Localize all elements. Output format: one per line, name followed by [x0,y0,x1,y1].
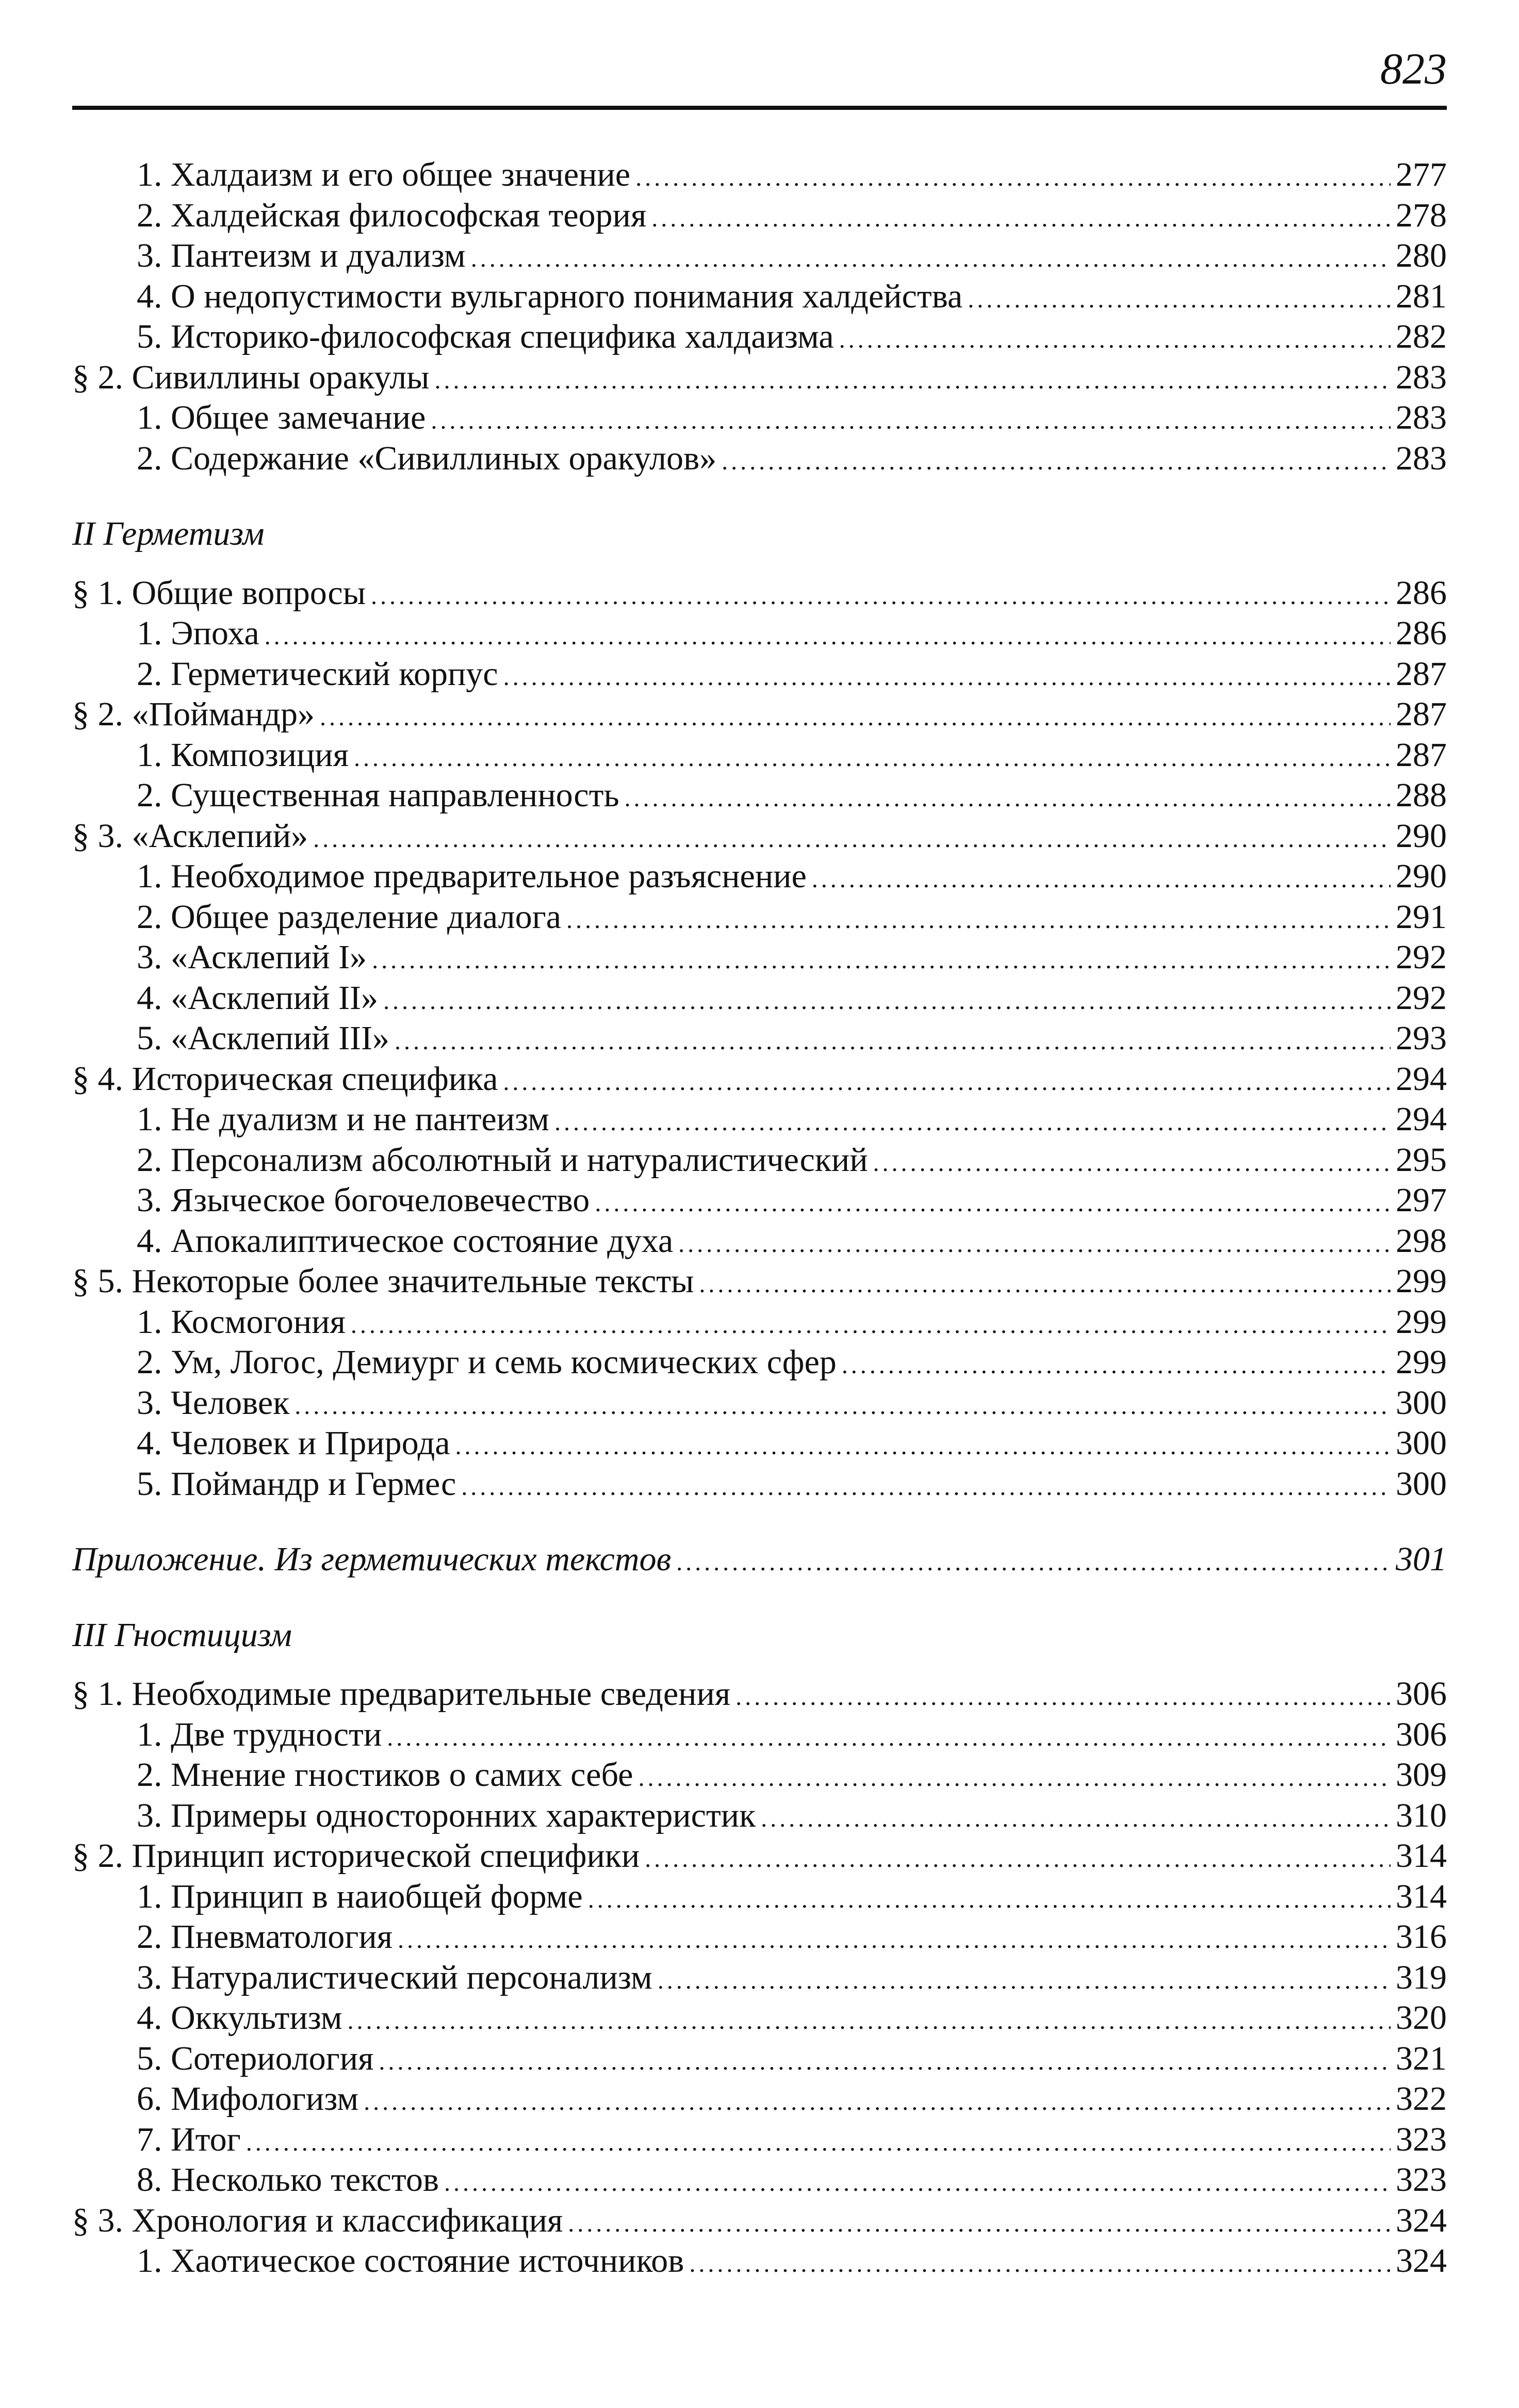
dot-leader [455,1426,1391,1467]
toc-entry-title: 3. Человек [137,1384,290,1422]
dot-leader [379,2042,1391,2082]
toc-entry-title: 1. Эпоха [137,614,259,652]
toc-entry [72,1261,1447,1302]
toc-entry [72,775,1447,816]
toc-entry-page: 283 [1396,399,1447,436]
toc-entry-title: 2. Персонализм абсолютный и натуралистический [137,1141,868,1179]
toc-entry-title: 3. Языческое богочеловечество [137,1181,590,1219]
toc-entry [72,1877,1447,1917]
toc-entry [72,357,1447,398]
toc-entry-title: § 2. «Поймандр» [72,695,315,733]
toc-entry-page: 321 [1396,2039,1447,2077]
dot-leader [651,199,1391,239]
toc-entry-page: 287 [1396,695,1447,733]
header-rule [72,106,1447,110]
toc-entry-title: § 2. Сивиллины оракулы [72,358,430,396]
toc-entry-page: 314 [1396,1877,1447,1915]
dot-leader [812,859,1391,900]
toc-entry-page: 290 [1396,857,1447,895]
toc-entry-title: 2. Халдейская философская теория [137,196,647,234]
dot-leader [588,1880,1391,1921]
toc-entry-title: 2. Ум, Логос, Демиург и семь космических сфер [137,1343,837,1381]
toc-entry [72,2120,1447,2160]
table-of-contents [72,155,1447,2282]
section-heading-gnosticism: III Гностицизм [72,1616,292,1654]
toc-entry-title: 8. Несколько текстов [137,2161,439,2199]
toc-entry-page: 293 [1396,1019,1447,1057]
toc-entry-page: 287 [1396,736,1447,774]
toc-entry-title: § 3. Хронология и классификация [72,2201,563,2239]
dot-leader [383,981,1391,1022]
toc-entry [72,1796,1447,1836]
dot-leader [431,401,1391,442]
toc-entry-title: 6. Мифологизм [137,2080,359,2118]
toc-entry-page: 300 [1396,1465,1447,1503]
toc-entry-title: 1. Не дуализм и не пантеизм [137,1100,549,1138]
dot-leader [676,1542,1391,1583]
dot-leader [761,1799,1391,1840]
toc-entry [72,1180,1447,1221]
dot-leader [678,1224,1391,1265]
dot-leader [645,1839,1391,1880]
toc-entry-page: 292 [1396,979,1447,1017]
toc-entry-title: 4. О недопустимости вульгарного понимания халдейства [137,277,963,315]
toc-entry [72,1836,1447,1877]
toc-entry-title: 4. Апокалиптическое состояние духа [137,1222,674,1260]
toc-entry [72,1099,1447,1140]
toc-entry [72,1018,1447,1059]
appendix-entry [72,1539,1447,1580]
toc-entry [72,1958,1447,1998]
section-iii-list [72,1674,1447,2282]
dot-leader [839,320,1391,361]
dot-leader [348,2001,1391,2042]
toc-entry [72,1674,1447,1715]
section-ii-list [72,573,1447,1505]
toc-entry [72,276,1447,317]
toc-entry-page: 283 [1396,439,1447,477]
toc-entry [72,1383,1447,1424]
toc-entry-title: 1. Две трудности [137,1715,382,1753]
toc-entry-page: 314 [1396,1837,1447,1875]
toc-entry [72,1302,1447,1343]
toc-entry-page: 310 [1396,1796,1447,1834]
toc-entry [72,1140,1447,1181]
toc-entry-page: 322 [1396,2080,1447,2118]
toc-entry [72,654,1447,695]
toc-entry [72,1464,1447,1505]
toc-entry [72,196,1447,236]
dot-leader [842,1345,1391,1386]
dot-leader [699,1264,1391,1305]
toc-entry [72,1423,1447,1464]
toc-entry-title: § 3. «Асклепий» [72,817,308,855]
toc-entry-title: § 1. Общие вопросы [72,574,366,612]
toc-entry [72,613,1447,654]
toc-entry-title: 1. Необходимое предварительное разъяснение [137,857,807,895]
toc-entry [72,2039,1447,2079]
toc-entry [72,236,1447,276]
toc-entry [72,1917,1447,1958]
dot-leader [689,2244,1391,2285]
dot-leader [554,1102,1391,1143]
dot-leader [595,1183,1391,1224]
dot-leader [625,778,1391,819]
dot-leader [313,819,1391,860]
toc-entry-page: 281 [1396,277,1447,315]
dot-leader [736,1677,1391,1718]
toc-entry-page: 320 [1396,1999,1447,2037]
toc-entry-page: 316 [1396,1918,1447,1956]
toc-entry-page: 324 [1396,2242,1447,2280]
toc-entry-page: 277 [1396,156,1447,193]
toc-entry-title: 3. Натуралистический персонализм [137,1958,652,1996]
toc-entry-page: 306 [1396,1675,1447,1713]
toc-entry [72,155,1447,196]
toc-entry [72,897,1447,938]
toc-entry-title: 4. Оккультизм [137,1999,342,2037]
toc-entry [72,2079,1447,2120]
dot-leader [638,1758,1391,1799]
toc-entry [72,937,1447,978]
toc-entry-page: 319 [1396,1958,1447,1996]
toc-entry-page: 292 [1396,938,1447,976]
toc-entry [72,1221,1447,1262]
toc-entry-title: 3. Примеры односторонних характеристик [137,1796,756,1834]
toc-entry-title: 3. Пантеизм и дуализм [137,237,466,274]
dot-leader [434,361,1391,401]
toc-entry [72,1342,1447,1383]
toc-entry [72,438,1447,479]
toc-entry-title: 4. «Асклепий II» [137,979,379,1017]
toc-entry-title: 1. Принцип в наиобщей форме [137,1877,583,1915]
toc-entry-page: 306 [1396,1715,1447,1753]
dot-leader [461,1467,1391,1508]
toc-entry-page: 297 [1396,1181,1447,1219]
toc-entry-page: 286 [1396,574,1447,612]
dot-leader [568,2204,1391,2244]
toc-entry [72,816,1447,857]
dot-leader [265,616,1391,657]
toc-entry-page: 309 [1396,1756,1447,1794]
toc-entry-page: 298 [1396,1222,1447,1260]
dot-leader [372,940,1391,981]
toc-entry [72,978,1447,1019]
dot-leader [503,1062,1391,1103]
toc-entry [72,1059,1447,1100]
toc-entry-page: 286 [1396,614,1447,652]
toc-entry-page: 294 [1396,1060,1447,1098]
toc-entry-title: 1. Халдаизм и его общее значение [137,156,631,193]
toc-entry [72,573,1447,614]
toc-entry-title: § 4. Историческая специфика [72,1060,498,1098]
toc-entry-title: 5. Историко-философская специфика халдаизма [137,318,834,355]
toc-entry [72,735,1447,776]
toc-entry-page: 287 [1396,655,1447,693]
toc-entry [72,398,1447,438]
toc-entry-title: 7. Итог [137,2120,241,2158]
toc-entry-page: 299 [1396,1343,1447,1381]
toc-entry-title: 2. Пневматология [137,1918,393,1956]
toc-entry [72,2241,1447,2282]
toc-entry-title: 2. Мнение гностиков о самих себе [137,1756,633,1794]
toc-entry-page: 288 [1396,776,1447,814]
toc-entry-title: § 1. Необходимые предварительные сведения [72,1675,731,1713]
toc-entry-page: 299 [1396,1303,1447,1341]
toc-entry-page: 283 [1396,358,1447,396]
dot-leader [503,657,1391,698]
page-number: 823 [1380,44,1447,93]
dot-leader [635,158,1391,199]
toc-entry [72,2160,1447,2201]
dot-leader [968,280,1391,320]
dot-leader [320,697,1391,738]
toc-entry-title: 5. «Асклепий III» [137,1019,390,1057]
toc-entry-page: 300 [1396,1384,1447,1422]
toc-entry-title: 1. Хаотическое состояние источников [137,2242,684,2280]
toc-entry [72,317,1447,357]
toc-entry [72,694,1447,735]
dot-leader [295,1386,1391,1427]
appendix-title: Приложение. Из герметических текстов [72,1540,672,1578]
toc-entry-title: § 2. Принцип исторической специфики [72,1837,640,1875]
toc-entry-title: 1. Общее замечание [137,399,426,436]
toc-entry-page: 300 [1396,1424,1447,1462]
dot-leader [395,1021,1391,1062]
toc-entry-page: 278 [1396,196,1447,234]
toc-entry-page: 299 [1396,1262,1447,1300]
dot-leader [351,1305,1391,1346]
dot-leader [658,1961,1391,2002]
toc-entry-title: 1. Композиция [137,736,349,774]
toc-entry-page: 323 [1396,2161,1447,2199]
dot-leader [246,2123,1391,2163]
toc-entry-page: 294 [1396,1100,1447,1138]
toc-entry [72,2201,1447,2241]
dot-leader [444,2163,1391,2204]
dot-leader [387,1718,1391,1759]
dot-leader [371,576,1391,617]
toc-entry-page: 324 [1396,2201,1447,2239]
toc-entry-page: 295 [1396,1141,1447,1179]
dot-leader [398,1920,1391,1961]
toc-entry-page: 290 [1396,817,1447,855]
dot-leader [471,239,1391,280]
toc-entry [72,856,1447,897]
dot-leader [354,738,1391,779]
toc-entry-title: § 5. Некоторые более значительные тексты [72,1262,694,1300]
section-heading-hermetism: II Герметизм [72,515,265,552]
toc-entry-title: 2. Общее разделение диалога [137,898,561,936]
toc-entry-page: 291 [1396,898,1447,936]
toc-entry-title: 5. Поймандр и Гермес [137,1465,456,1503]
toc-entry [72,1755,1447,1796]
toc-entry-title: 2. Герметический корпус [137,655,498,693]
dot-leader [364,2082,1391,2123]
toc-entry-title: 5. Сотериология [137,2039,374,2077]
dot-leader [722,442,1391,482]
dot-leader [873,1143,1391,1184]
toc-entry-page: 323 [1396,2120,1447,2158]
toc-entry-title: 3. «Асклепий I» [137,938,367,976]
toc-entry [72,1715,1447,1755]
appendix-page: 301 [1396,1540,1447,1578]
toc-entry-page: 280 [1396,237,1447,274]
toc-entry-title: 2. Существенная направленность [137,776,619,814]
intro-list [72,155,1447,479]
toc-entry-page: 282 [1396,318,1447,355]
toc-entry [72,1998,1447,2039]
dot-leader [566,900,1391,941]
toc-entry-title: 1. Космогония [137,1303,346,1341]
toc-entry-title: 2. Содержание «Сивиллиных оракулов» [137,439,717,477]
toc-entry-title: 4. Человек и Природа [137,1424,450,1462]
